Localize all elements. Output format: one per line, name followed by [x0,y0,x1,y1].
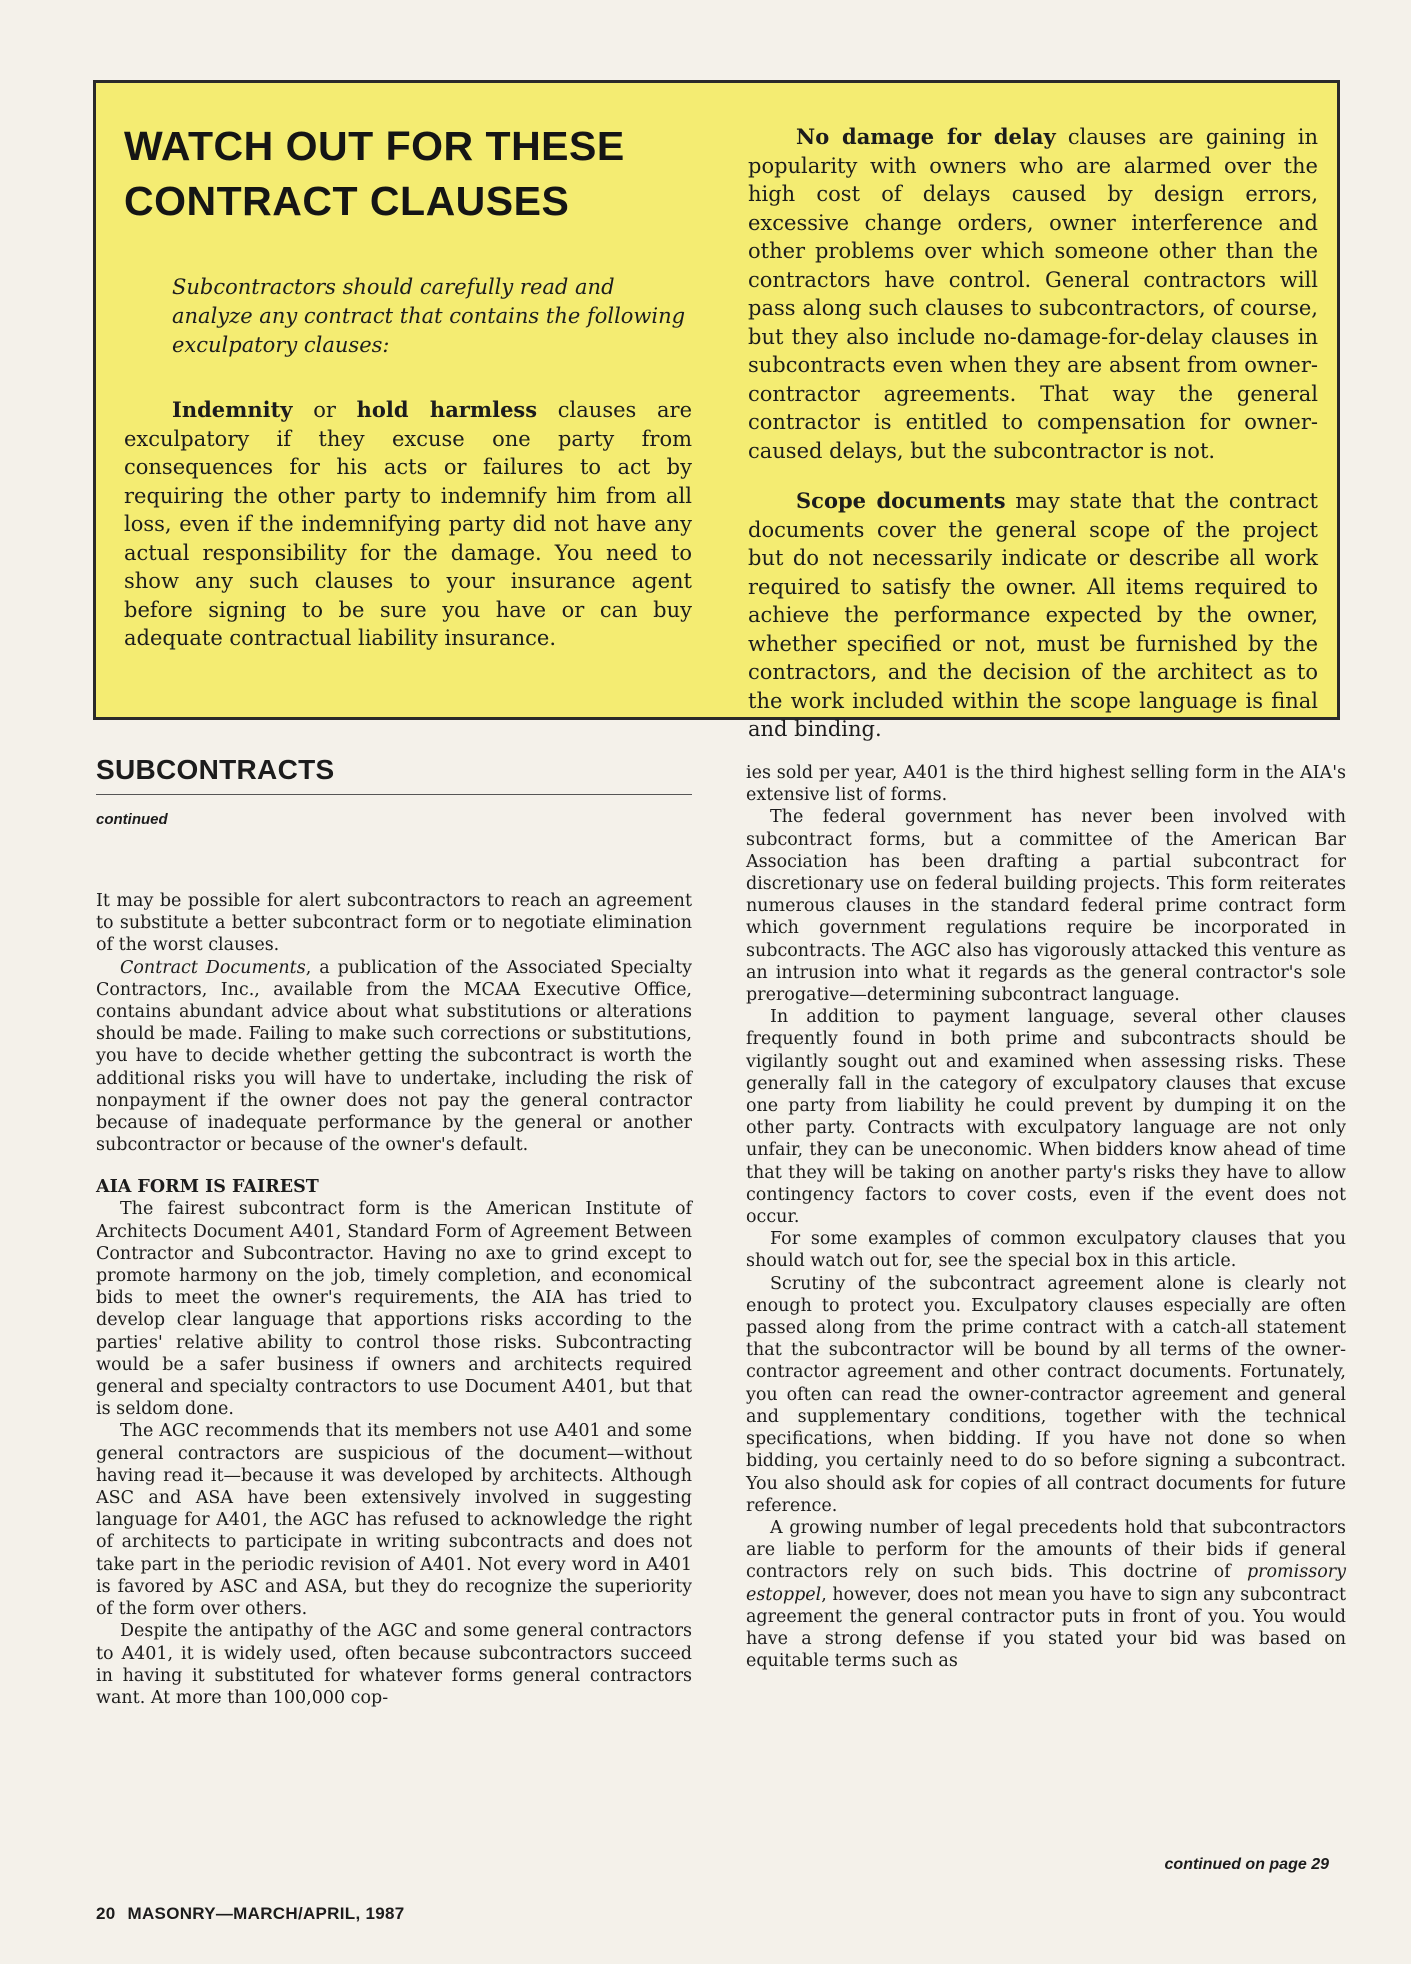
right-paragraph-6-b: , however, does not mean you have to sign any subcontract agreement the general contractor puts in front of you. You would have a strong defense if you stated your bid was based on equitable terms such as [746,1584,1346,1672]
indemnity-text: clauses are exculpatory if they excuse one party from consequences for his acts or failures to act by requiring the other party to indemnify him from all loss, even if the indemnifying party did not have any actual responsibility for the damage. You need to show any such clauses to your insurance agent before signing to be sure you have or can buy adequate contractual liability insurance. [124,398,693,650]
aia-subhead: AIA FORM IS FAIREST [96,1177,319,1198]
left-paragraph-2 [96,957,692,1157]
left-paragraph-4: The AGC recommends that its members not use A401 and some general contractors are suspicious of the document—without having read it—because it was developed by architects. Although ASC and ASA have been extensively involved in suggesting language for A401, the AGC has refused to acknowledge the right of architects to participate in writing subcontracts and does not take part in the periodic revision of A401. Not every word in A401 is favored by ASC and ASA, but they do recognize the superiority of the form over others. [96,1421,692,1620]
right-paragraph-3: In addition to payment language, several other clauses frequently found in both prime and subcontracts should be vigilantly sought out and examined when assessing risks. These generally fall in the category of exculpatory clauses that excuse one party from liability he could prevent by dumping it on the other party. Contracts with exculpatory language are not only unfair, they can be uneconomic. When bidders know ahead of time that they will be taking on another party's risks they have to allow contingency factors to cover costs, even if the event does not occur. [746,1007,1346,1228]
left-paragraph-2-text: , a publication of the Associated Specialty Contractors, Inc., available from the MCAA Executive Office, contains abundant advice about what substitutions or alterations should be made. Failing to make such corrections or substitutions, you have to decide whether getting the subcontract is worth the additional risks you will have to undertake, including the risk of nonpayment if the owner does not pay the general contractor because of inadequate performance by the general or another subcontractor or because of the owner's default. [96,957,692,1156]
no-damage-lead: No damage for delay [796,124,1056,149]
right-paragraph-6-a: A growing number of legal precedents hold that subcontractors are liable to perform for the amounts of their bids if general contractors rely on such bids. This doctrine of [746,1517,1346,1583]
hold-harmless-lead: hold harmless [356,397,538,422]
continued-label: continued [96,811,168,828]
sidebar-box [93,80,1340,741]
left-paragraph-1: It may be possible for alert subcontractors to reach an agreement to substitute a better subcontract form or to negotiate elimination of the worst clauses. [96,891,692,956]
article-title: SUBCONTRACTS [96,753,692,795]
publication-line: MASONRY—MARCH/APRIL, 1987 [127,1904,405,1923]
no-damage-text: clauses are gaining in popularity with owners who are alarmed over the high cost of delays caused by design errors, excessive change orders, owner interference and other problems over which someone other than the contractors have control. General contractors will pass along such clauses to subcontractors, of course, but they also include no-damage-for-delay clauses in subcontracts even when they are absent from owner-contractor agreements. That way the general contractor is entitled to compensation for owner-caused delays, but the subcontractor is not. [748,125,1319,463]
left-paragraph-3: The fairest subcontract form is the American Institute of Architects Document A401, Standard Form of Agreement Between Contractor and Subcontractor. Having no axe to grind except to promote harmony on the job, timely completion, and economical bids to meet the owner's requirements, the AIA has tried to develop clear language that apportions risks according to the parties' relative ability to control those risks. Subcontracting would be a safer business if owners and architects required general and specialty contractors to use Document A401, but that is seldom done. [96,1199,692,1420]
indemnity-or: or [292,398,357,422]
article-left-column [96,890,692,1709]
right-paragraph-6 [746,1517,1346,1672]
right-paragraph-4: For some examples of common exculpatory clauses that you should watch out for, see the special box in this article. [746,1229,1346,1272]
sidebar-left-column [124,83,692,653]
indemnity-paragraph [124,396,692,653]
sidebar-right-column [748,83,1318,744]
right-paragraph-2: The federal government has never been involved with subcontract forms, but a committee of the American Bar Association has been drafting a partial subcontract for discretionary use on federal building projects. This form reiterates numerous clauses in the standard federal prime contract form which government regulations require be incorporated in subcontracts. The AGC also has vigorously attacked this venture as an intrusion into what it regards as the general contractor's sole prerogative—determining subcontract language. [746,807,1346,1006]
page-number: 20 [96,1904,116,1923]
contract-documents-title: Contract Documents [120,957,306,978]
sidebar-title: WATCH OUT FOR THESE CONTRACT CLAUSES [124,123,625,224]
no-damage-paragraph [748,123,1318,465]
continued-on-label: continued on page 29 [1164,1856,1329,1873]
article-right-column [746,762,1346,1672]
right-paragraph-1: ies sold per year, A401 is the third highest selling form in the AIA's extensive list of forms. [746,763,1346,806]
scope-paragraph [748,487,1318,744]
promissory-estoppel: promissory estoppel [746,1562,1346,1605]
scope-text: may state that the contract documents cover the general scope of the project but do not necessarily indicate or describe all work required to satisfy the owner. All items required to achieve the performance expected by the owner, whether specified or not, must be furnished by the contractors, and the decision of the architect as to the work included within the scope language is final and binding. [748,489,1318,741]
indemnity-lead: Indemnity [172,397,293,422]
right-paragraph-5: Scrutiny of the subcontract agreement alone is clearly not enough to protect you. Exculpatory clauses especially are often passed along from the prime contract with a catch-all statement that the subcontractor will be bound by all terms of the owner-contractor agreement and other contract documents. Fortunately, you often can read the owner-contractor agreement and general and supplementary conditions, together with the technical specifications, when bidding. If you have not done so when bidding, you certainly need to do so before signing a subcontract. You also should ask for copies of all contract documents for future reference. [746,1273,1346,1516]
scope-lead: Scope documents [796,488,1006,513]
sidebar-intro: Subcontractors should carefully read and analyze any contract that contains the following exculpatory clauses: [172,275,686,357]
page-footer [96,1904,405,1924]
left-paragraph-5: Despite the antipathy of the AGC and some general contractors to A401, it is widely used, often because subcontractors succeed in having it substituted for whatever forms general contractors want. At more than 100,000 cop- [96,1621,692,1708]
